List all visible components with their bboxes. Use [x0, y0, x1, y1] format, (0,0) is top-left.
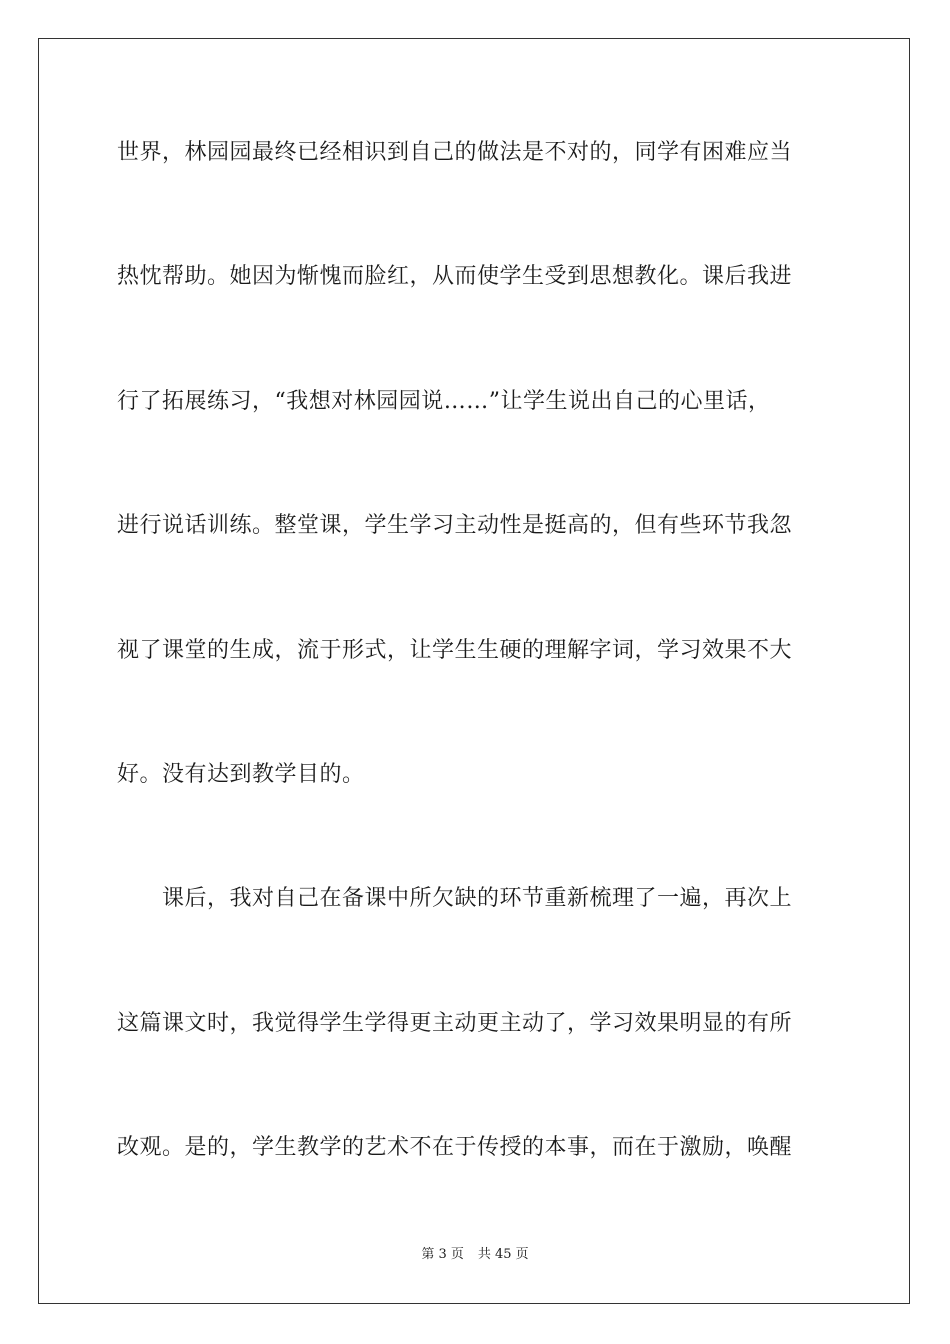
text-line-2: 热忱帮助。她因为惭愧而脸红，从而使学生受到思想教化。课后我进: [117, 264, 793, 289]
text-line-3: 行了拓展练习，“我想对林园园说……”让学生说出自己的心里话，: [117, 389, 771, 414]
text-line-6: 好。没有达到教学目的。: [117, 762, 365, 787]
page-border: [38, 38, 910, 1304]
text-line-5: 视了课堂的生成，流于形式，让学生生硬的理解字词，学习效果不大: [117, 638, 793, 663]
page-total: 共 45 页: [477, 1247, 529, 1262]
text-line-7: 课后，我对自己在备课中所欠缺的环节重新梳理了一遍，再次上: [117, 886, 793, 911]
text-line-1: 世界，林园园最终已经相识到自己的做法是不对的，同学有困难应当: [117, 140, 793, 165]
text-line-4: 进行说话训练。整堂课，学生学习主动性是挺高的，但有些环节我忽: [117, 513, 793, 538]
text-line-9: 改观。是的，学生教学的艺术不在于传授的本事，而在于激励，唤醒: [117, 1135, 793, 1160]
text-line-8: 这篇课文时，我觉得学生学得更主动更主动了，学习效果明显的有所: [117, 1011, 793, 1036]
page-number: 第 3 页: [421, 1247, 464, 1262]
page-footer: [0, 1246, 950, 1264]
